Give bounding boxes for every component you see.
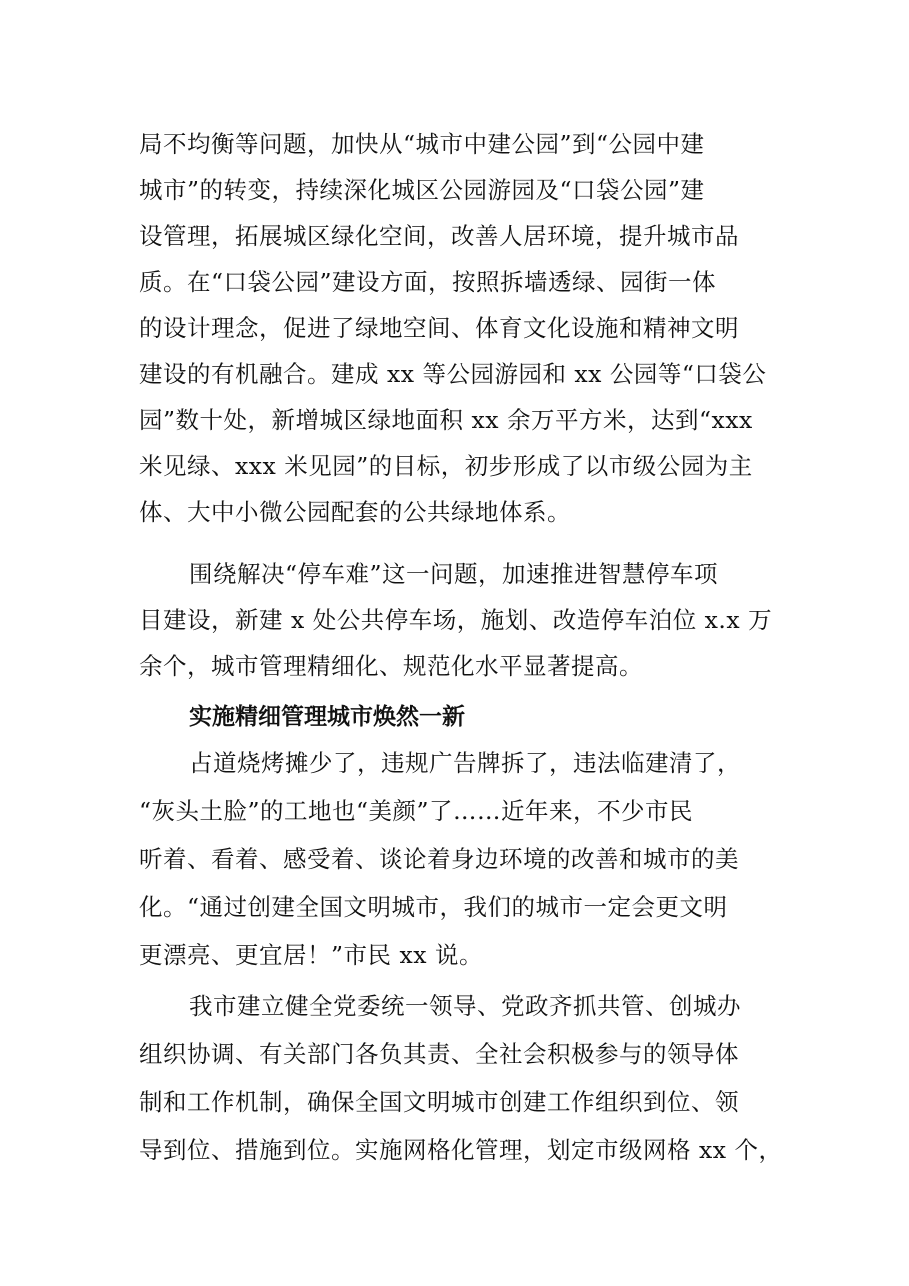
- paragraph-line: “灰头土脸”的工地也“美颜”了……近年来，不少市民: [139, 797, 694, 825]
- paragraph-line: 园”数十处，新增城区绿地面积 xx 余万平方米，达到“xxx: [139, 406, 753, 434]
- paragraph-line: 我市建立健全党委统一领导、党政齐抓共管、创城办: [189, 992, 741, 1020]
- paragraph-line: 余个，城市管理精细化、规范化水平显著提高。: [139, 652, 643, 680]
- paragraph-line: 导到位、措施到位。实施网格化管理，划定市级网格 xx 个，: [139, 1136, 783, 1164]
- paragraph-line: 设管理，拓展城区绿化空间，改善人居环境，提升城市品: [139, 222, 739, 250]
- paragraph-line: 局不均衡等问题，加快从“城市中建公园”到“公园中建: [139, 130, 705, 158]
- paragraph-line: 组织协调、有关部门各负其责、全社会积极参与的领导体: [139, 1040, 739, 1068]
- paragraph-line: 体、大中小微公园配套的公共绿地体系。: [139, 498, 571, 526]
- paragraph-line: 目建设，新建 x 处公共停车场，施划、改造停车泊位 x.x 万: [139, 606, 773, 634]
- paragraph-line: 化。“通过创建全国文明城市，我们的城市一定会更文明: [139, 893, 728, 921]
- paragraph-line: 质。在“口袋公园”建设方面，按照拆墙透绿、园街一体: [139, 268, 717, 296]
- paragraph-line: 占道烧烤摊少了，违规广告牌拆了，违法临建清了，: [189, 749, 741, 777]
- section-heading: 实施精细管理城市焕然一新: [189, 704, 465, 730]
- paragraph-line: 更漂亮、更宜居！”市民 xx 说。: [139, 941, 483, 969]
- paragraph-line: 听着、看着、感受着、谈论着身边环境的改善和城市的美: [139, 845, 739, 873]
- paragraph-line: 城市”的转变，持续深化城区公园游园及“口袋公园”建: [139, 176, 705, 204]
- paragraph-line: 米见绿、xxx 米见园”的目标，初步形成了以市级公园为主: [139, 452, 753, 480]
- paragraph-line: 围绕解决“停车难”这一问题，加速推进智慧停车项: [189, 560, 719, 588]
- paragraph-line: 制和工作机制，确保全国文明城市创建工作组织到位、领: [139, 1088, 739, 1116]
- paragraph-line: 的设计理念，促进了绿地空间、体育文化设施和精神文明: [139, 314, 739, 342]
- paragraph-line: 建设的有机融合。建成 xx 等公园游园和 xx 公园等“口袋公: [139, 360, 767, 388]
